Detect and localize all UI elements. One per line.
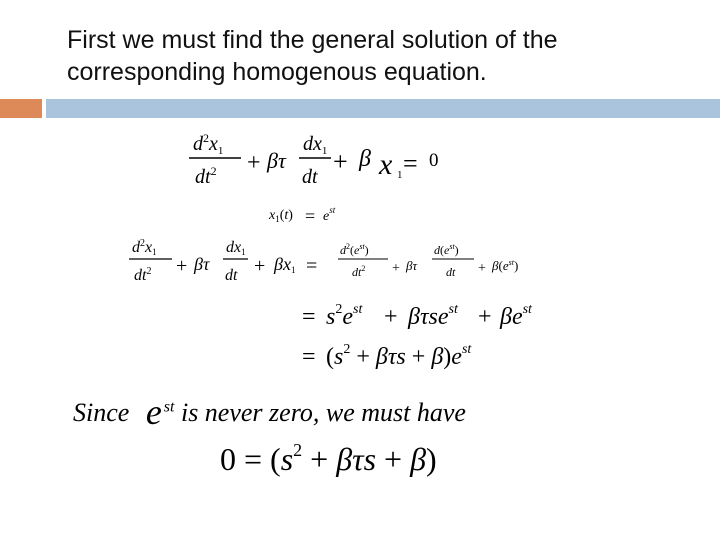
equation-expanded xyxy=(300,296,560,334)
svg-text:(s2 + βτs + β)est: $(s^2 + \beta\tau s + \beta)e^{st}$ xyxy=(326,342,472,370)
svg-text:+: + xyxy=(478,304,492,330)
svg-text:=: = xyxy=(305,206,316,226)
svg-text:=: = xyxy=(302,304,316,330)
equation-trial-solution xyxy=(265,200,365,226)
svg-text:dt2: $dt^2$ xyxy=(134,266,152,284)
equation-substitution xyxy=(126,234,556,292)
svg-text:βτ: βτ xyxy=(267,148,286,173)
svg-text:+: + xyxy=(247,150,261,176)
svg-text:x: x xyxy=(379,148,393,181)
equation-homogeneous xyxy=(185,128,455,193)
svg-text:d(est): $d(e^{st})$ xyxy=(434,242,459,257)
slide-title xyxy=(67,24,707,88)
svg-text:βτ: βτ xyxy=(194,254,210,274)
svg-text:s2est: $s^2e^{st}$ xyxy=(326,302,363,330)
equation-factored xyxy=(300,336,530,374)
svg-text:=: = xyxy=(302,344,316,370)
title-line-2: corresponding homogenous equation. xyxy=(67,58,487,86)
svg-text:+: + xyxy=(333,147,348,176)
since-exp-base: e xyxy=(145,392,162,432)
accent-bar-orange xyxy=(0,99,42,118)
svg-text:βτsest: βτse$^{st}$ xyxy=(408,302,458,330)
svg-text:0 = (s2 + βτs + β): $0 = (s^2 + \beta\tau s + \beta)$ xyxy=(220,440,437,477)
svg-text:=: = xyxy=(403,149,418,178)
accent-bar-blue xyxy=(46,99,720,118)
svg-text:dt: dt xyxy=(225,267,238,284)
svg-text:dt: dt xyxy=(446,265,456,279)
svg-text:+: + xyxy=(176,255,188,277)
svg-text:dt2: $dt^2$ xyxy=(195,164,217,188)
svg-text:+: + xyxy=(384,304,398,330)
since-prefix: Since xyxy=(73,398,130,427)
svg-text:dx1: $dx_1$ xyxy=(303,133,328,157)
svg-text:+: + xyxy=(254,255,266,277)
svg-text:0: 0 xyxy=(429,150,439,171)
svg-text:d2x1: $d^2x1$ xyxy=(132,238,157,257)
svg-text:d2x1: $d^2x_1$ xyxy=(193,131,224,157)
svg-text:+: + xyxy=(478,261,486,276)
svg-text:dt: dt xyxy=(302,166,318,188)
since-suffix: is never zero, we must have xyxy=(180,398,466,427)
svg-text:βx1: βx1 xyxy=(274,254,296,275)
svg-text:β: β xyxy=(359,146,371,172)
svg-text:d2(est): $d^2(e^{st})$ xyxy=(340,242,369,257)
svg-text:est: $e^{st}$ xyxy=(323,205,336,224)
svg-text:x1(t): $x_1(t)$ xyxy=(269,208,293,224)
svg-text:=: = xyxy=(306,255,318,277)
svg-text:+: + xyxy=(392,261,400,276)
svg-text:β(est): $\beta(e^{st})$ xyxy=(492,258,519,273)
title-line-1: First we must find the general solution of the xyxy=(67,26,558,54)
svg-text:dt2: $dt^2$ xyxy=(352,264,366,279)
svg-text:βest: $\beta e^{st}$ xyxy=(500,302,532,330)
svg-text:1: 1 xyxy=(397,169,403,181)
equation-characteristic xyxy=(218,436,478,482)
since-exp-power: st xyxy=(163,398,175,416)
svg-text:dx1: dx1 xyxy=(226,239,246,257)
since-statement xyxy=(73,388,466,430)
svg-text:βτ: βτ xyxy=(406,258,418,273)
